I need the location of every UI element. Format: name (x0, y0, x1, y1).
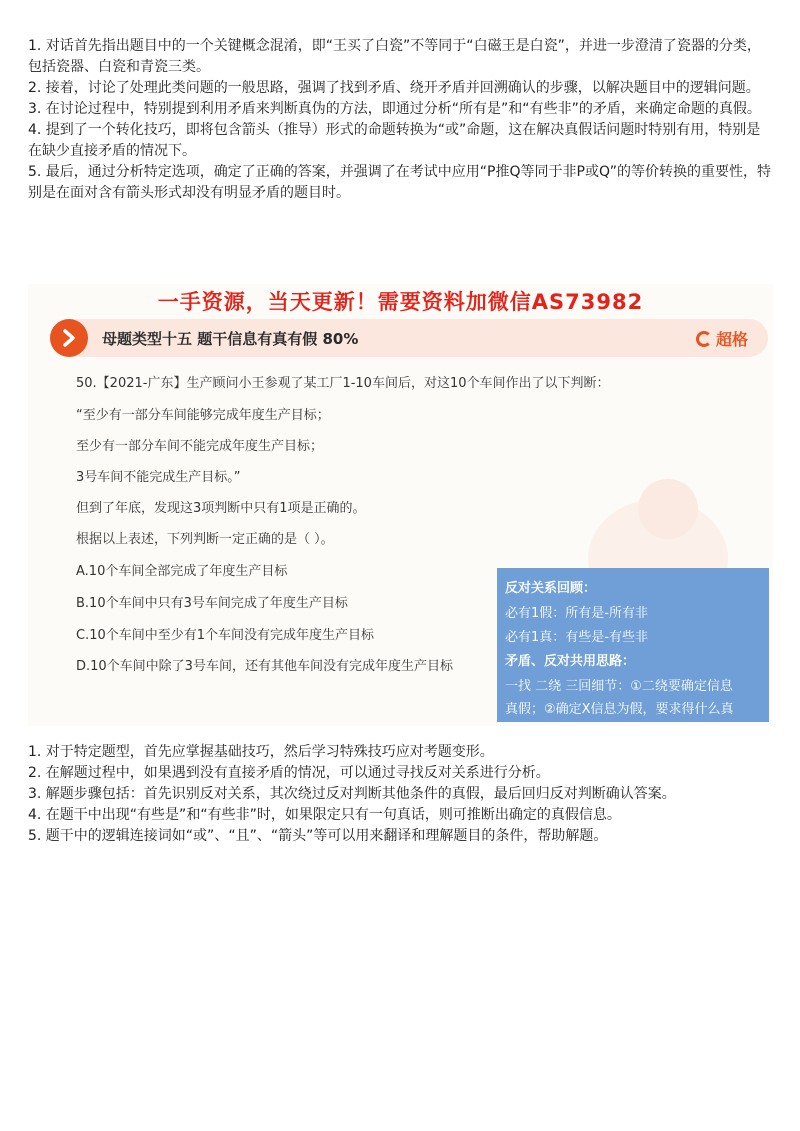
question-line: 3号车间不能完成生产目标。” (76, 470, 241, 485)
tip-line: 必有1真：有些是-有些非 (505, 630, 648, 645)
option-d: D.10个车间中除了3号车间，还有其他车间没有完成年度生产目标 (76, 659, 453, 674)
tip-heading: 矛盾、反对共用思路： (505, 654, 636, 669)
list-item: 5. 最后，通过分析特定选项，确定了正确的答案，并强调了在考试中应用“P推Q等同于非P或Q”的等价转换的重要性，特别是在面对含有箭头形式却没有明显矛盾的题目时。 (28, 164, 771, 201)
list-item: 4. 提到了一个转化技巧，即将包含箭头（推导）形式的命题转换为“或”命题，这在解决真假话问题时特别有用，特别是在缺少直接矛盾的情况下。 (28, 122, 761, 159)
list-item: 5. 题干中的逻辑连接词如“或”、“且”、“箭头”等可以用来翻译和理解题目的条件，帮助解题。 (28, 828, 608, 844)
brand-name: 超格 (715, 330, 748, 349)
list-item: 3. 在讨论过程中，特别提到利用矛盾来判断真伪的方法，即通过分析“所有是”和“有些非”的矛盾，来确定命题的真假。 (28, 101, 761, 117)
tip-heading: 反对关系回顾： (505, 581, 597, 596)
chevron-right-icon (50, 319, 88, 357)
tip-line: 必有1假：所有是-所有非 (505, 606, 648, 621)
tip-line: 真假；②确定X信息为假，要求得什么真 (505, 702, 734, 717)
option-b: B.10个车间中只有3号车间完成了年度生产目标 (76, 596, 348, 611)
list-item: 2. 接着，讨论了处理此类问题的一般思路，强调了找到矛盾、绕开矛盾并回溯确认的步骤，以解决题目中的逻辑问题。 (28, 80, 760, 96)
question-stem: 50.【2021-广东】生产顾问小王参观了某工厂1-10车间后，对这10个车间作出了以下判断： (76, 376, 610, 391)
option-a: A.10个车间全部完成了年度生产目标 (76, 564, 288, 579)
promo-banner: 一手资源，当天更新！需要资料加微信AS73982 (157, 290, 644, 314)
option-c: C.10个车间中至少有1个车间没有完成年度生产目标 (76, 628, 375, 643)
list-item: 1. 对于特定题型，首先应掌握基础技巧，然后学习特殊技巧应对考题变形。 (28, 744, 494, 760)
slide-title: 母题类型十五 题干信息有真有假 80% (102, 330, 359, 348)
summary-list-top (28, 36, 773, 204)
decorative-cloud (638, 479, 698, 539)
question-prompt: 根据以上表述，下列判断一定正确的是（ ）。 (76, 532, 334, 547)
list-item: 4. 在题干中出现“有些是”和“有些非”时，如果限定只有一句真话，则可推断出确定的真假信息。 (28, 807, 621, 823)
list-item: 1. 对话首先指出题目中的一个关键概念混淆，即“王买了白瓷”不等同于“白磁王是白瓷”，并进一步澄清了瓷器的分类，包括瓷器、白瓷和青瓷三类。 (28, 38, 761, 75)
brand-icon (696, 331, 712, 347)
question-line: 但到了年底，发现这3项判断中只有1项是正确的。 (76, 501, 366, 516)
summary-list-bottom (28, 742, 773, 847)
question-line: 至少有一部分车间不能完成年度生产目标； (76, 439, 324, 454)
lecture-slide (28, 284, 773, 726)
slide-header (50, 319, 768, 357)
tip-box (497, 568, 769, 722)
question-line: “至少有一部分车间能够完成年度生产目标； (76, 408, 330, 423)
list-item: 3. 解题步骤包括：首先识别反对关系，其次绕过反对判断其他条件的真假，最后回归反对判断确认答案。 (28, 786, 676, 802)
tip-line: 一找 二绕 三回细节：①二绕要确定信息 (505, 679, 733, 694)
brand-logo (696, 327, 748, 350)
list-item: 2. 在解题过程中，如果遇到没有直接矛盾的情况，可以通过寻找反对关系进行分析。 (28, 765, 550, 781)
